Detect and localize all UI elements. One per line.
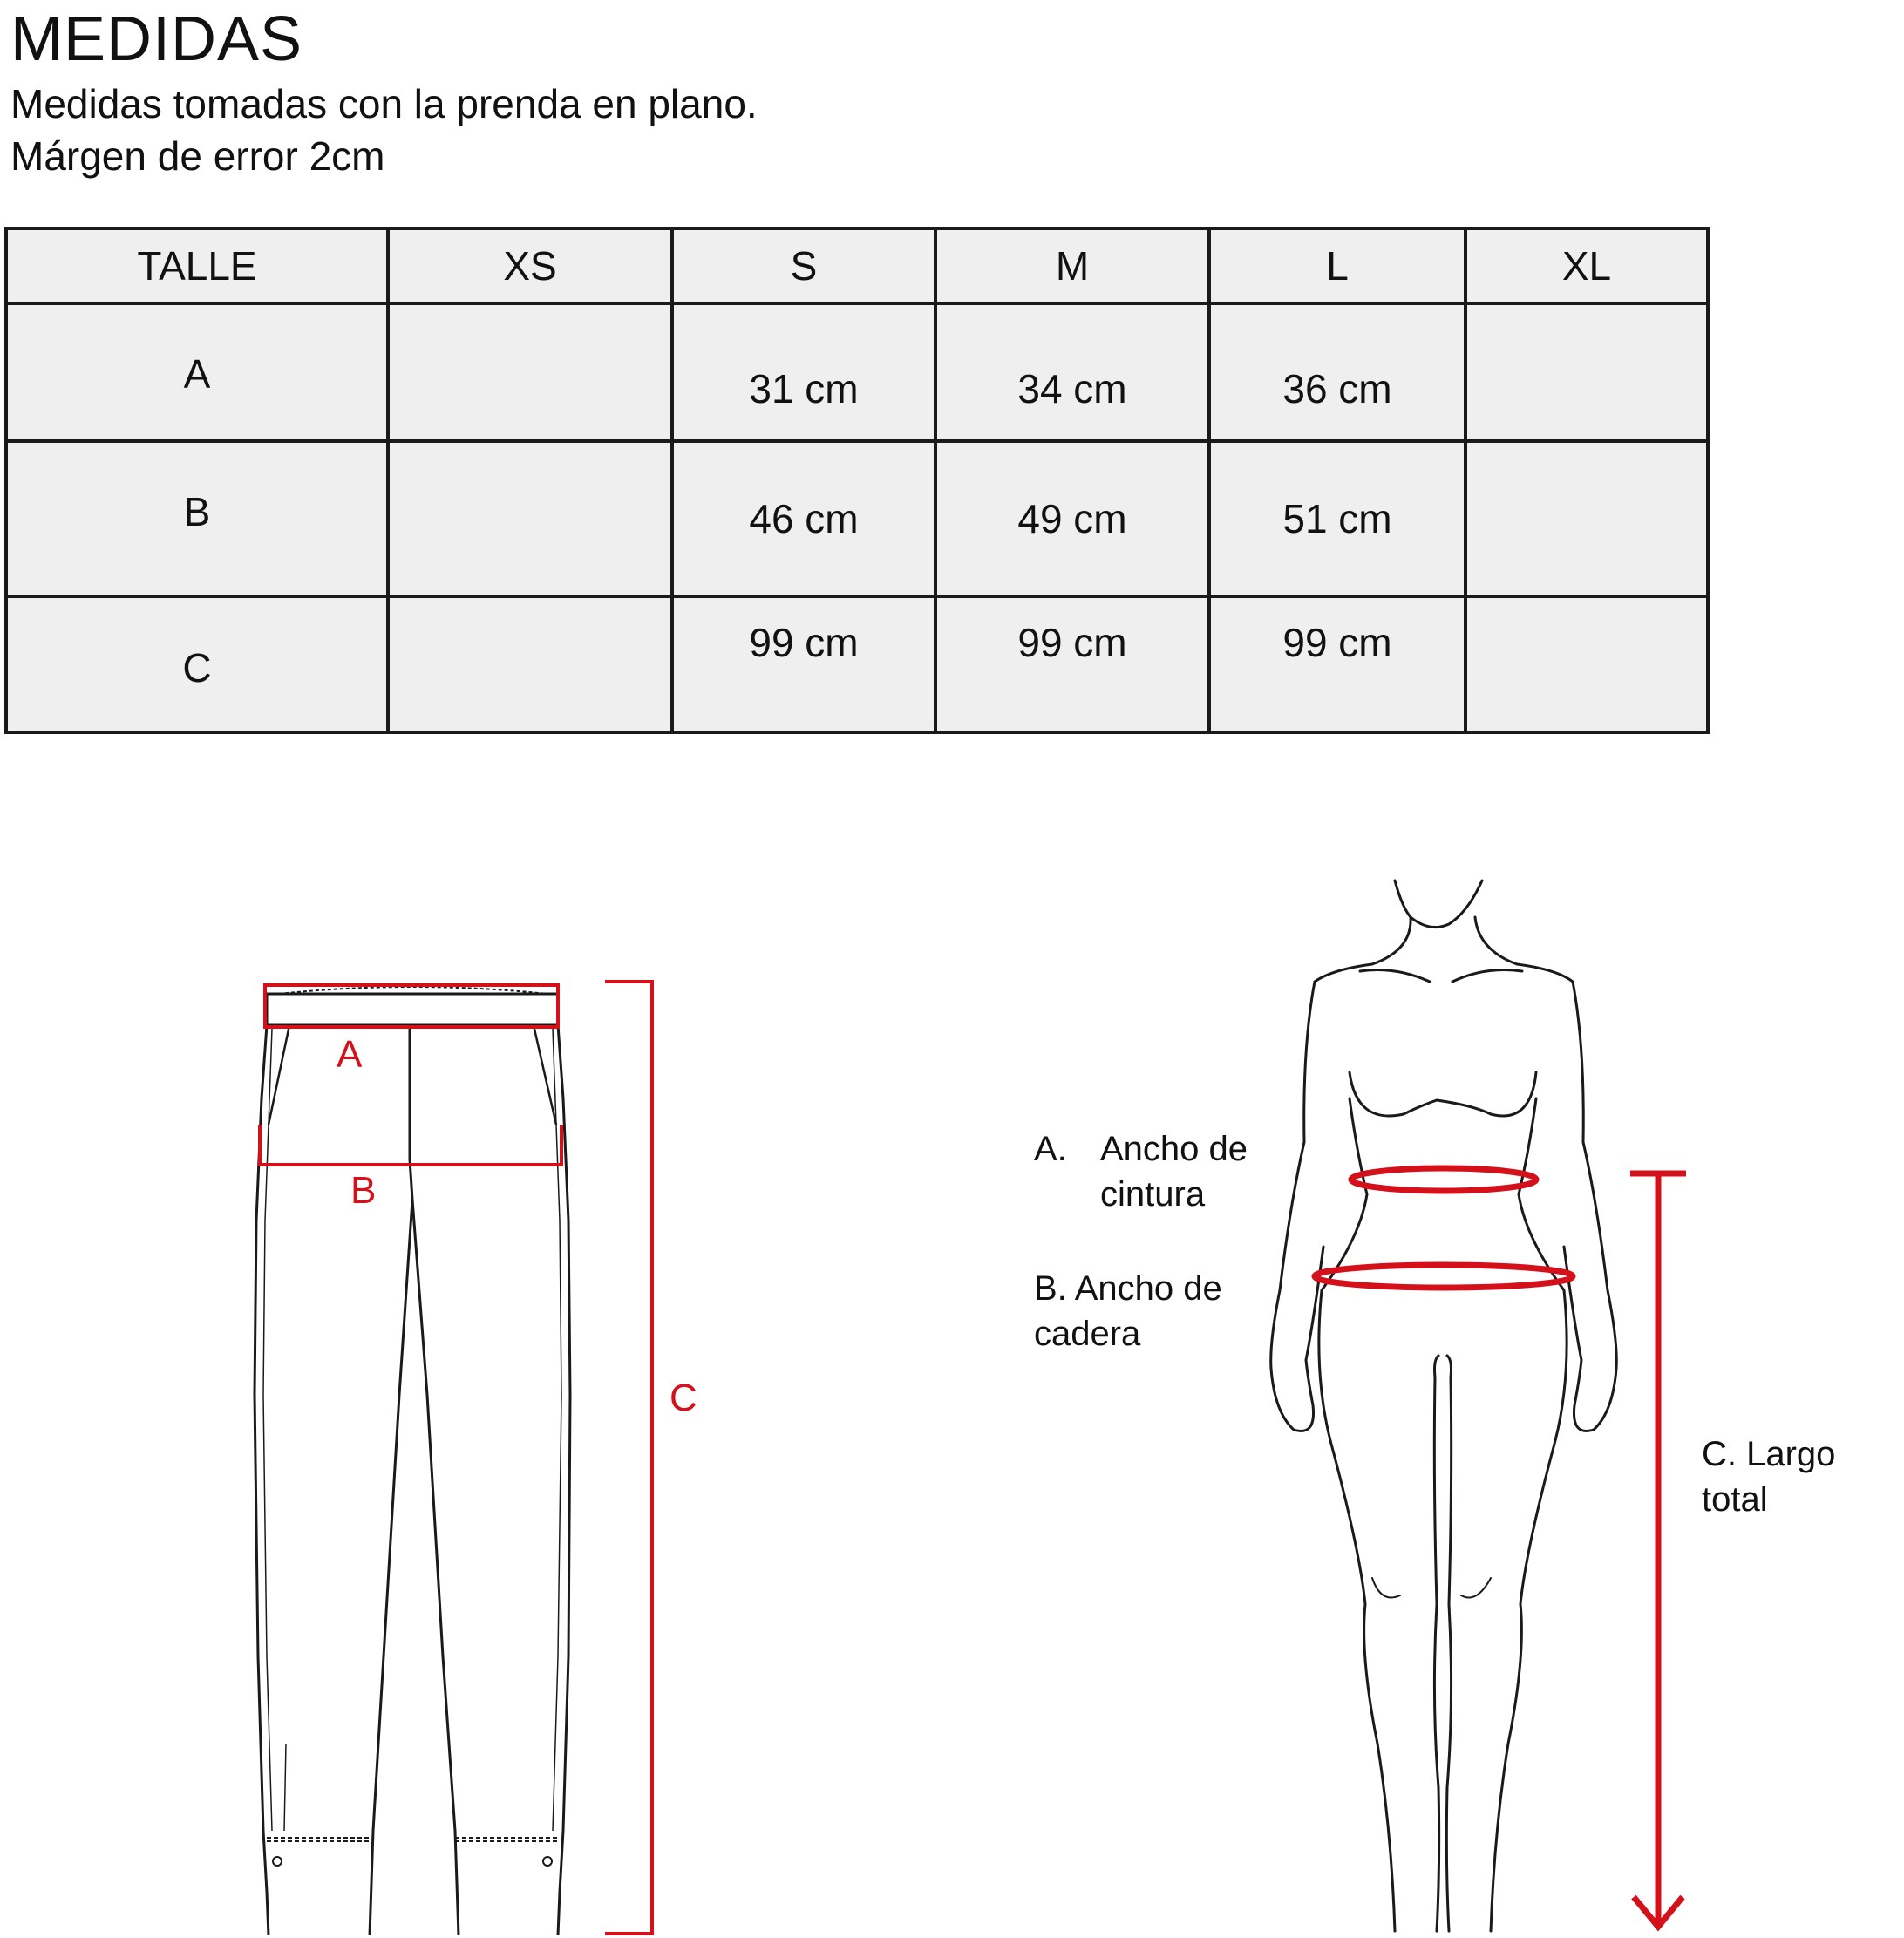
row-label-c: C: [6, 596, 388, 732]
body-collarbones: [1360, 970, 1522, 983]
cell-c-m: 99 cm: [935, 596, 1209, 732]
col-header-m: M: [935, 228, 1209, 303]
cell-b-l: 51 cm: [1209, 441, 1465, 596]
legend-c-text: [1702, 1431, 1835, 1522]
waist-band: [1351, 1168, 1536, 1191]
legend-b-text: [1034, 1266, 1222, 1357]
pants-left-snap: [273, 1857, 282, 1866]
pants-right-inseam: [412, 1200, 459, 1935]
col-header-s: S: [672, 228, 935, 303]
pants-left-side-slit: [284, 1744, 286, 1831]
page-title: MEDIDAS: [10, 4, 303, 74]
pants-marker-c: C: [670, 1377, 697, 1419]
waist-measure-box: [265, 985, 558, 1027]
cell-b-s: 46 cm: [672, 441, 935, 596]
body-left-torso: [1319, 1098, 1395, 1931]
length-measure-bracket: [605, 982, 652, 1934]
pants-marker-b: B: [350, 1169, 377, 1212]
col-header-xl: XL: [1465, 228, 1708, 303]
legend-a-prefix: A.: [1034, 1130, 1067, 1168]
legend-b-line1: B. Ancho de: [1034, 1269, 1222, 1308]
legend-c-line1: C. Largo: [1702, 1435, 1836, 1473]
cell-c-l: 99 cm: [1209, 596, 1465, 732]
pants-measures: [260, 982, 652, 1934]
row-label-b: B: [6, 441, 388, 596]
cell-c-s: 99 cm: [672, 596, 935, 732]
measurement-note: Medidas tomadas con la prenda en plano.: [10, 81, 758, 126]
pants-marker-a: A: [337, 1033, 363, 1076]
pants-left-cuff: [267, 1838, 370, 1841]
col-header-xs: XS: [388, 228, 672, 303]
hip-band: [1315, 1265, 1573, 1288]
col-header-l: L: [1209, 228, 1465, 303]
pants-right-cuff: [455, 1838, 560, 1841]
pants-front-seam: [410, 1025, 412, 1200]
legend-b-line2: cadera: [1034, 1315, 1141, 1353]
col-header-talle: TALLE: [6, 228, 388, 303]
body-measures: [1315, 1168, 1686, 1927]
cell-a-m: 34 cm: [935, 303, 1209, 441]
body-right-arm: [1564, 982, 1616, 1431]
legend-c-line2: total: [1702, 1480, 1768, 1519]
pants-left-inseam: [370, 1200, 412, 1935]
body-right-torso: [1491, 1098, 1567, 1931]
legend-a-line1: Ancho de: [1100, 1130, 1248, 1168]
cell-a-l: 36 cm: [1209, 303, 1465, 441]
pants-right-snap: [543, 1857, 552, 1866]
pants-waistband: [267, 994, 558, 1025]
legend-a-text: [1100, 1126, 1248, 1217]
body-knees: [1372, 1578, 1491, 1598]
body-inner-legs: [1434, 1356, 1451, 1931]
pants-topstitch-left: [263, 1029, 272, 1831]
legend-a: [1034, 1126, 1067, 1172]
error-margin-note: Márgen de error 2cm: [10, 133, 385, 179]
row-label-a: A: [6, 303, 388, 441]
body-figure: [1271, 881, 1617, 1931]
cell-a-s: 31 cm: [672, 303, 935, 441]
pants-sketch: [255, 987, 570, 1935]
length-arrow-line: [1630, 1173, 1686, 1927]
body-left-arm: [1271, 982, 1323, 1431]
body-head-chin: [1395, 881, 1482, 928]
legend-a-line2: cintura: [1100, 1175, 1206, 1214]
body-bust: [1350, 1072, 1536, 1116]
cell-b-m: 49 cm: [935, 441, 1209, 596]
